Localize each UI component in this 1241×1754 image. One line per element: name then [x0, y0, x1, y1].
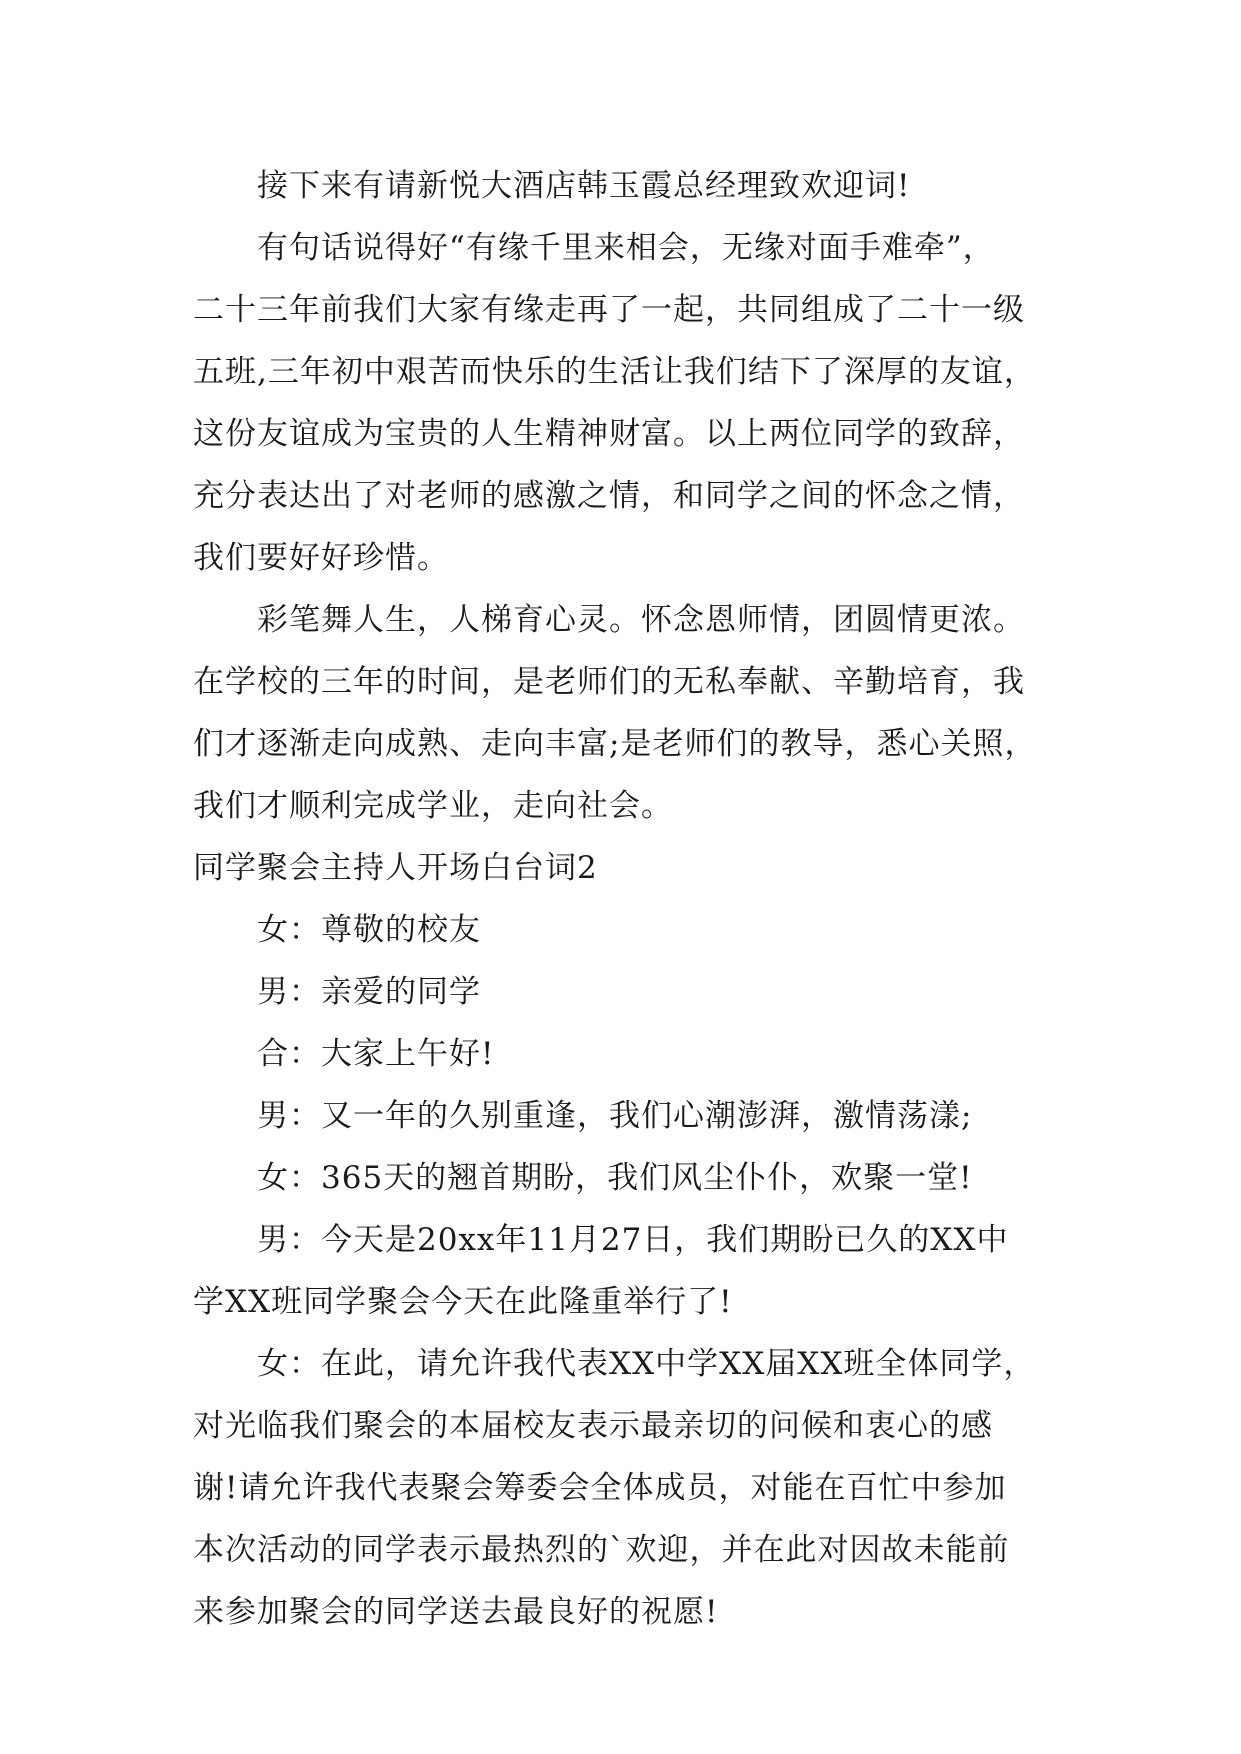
text-line: 五班,三年初中艰苦而快乐的生活让我们结下了深厚的友谊，	[193, 354, 1036, 390]
text-line: 女：在此，请允许我代表XX中学XX届XX班全体同学，	[257, 1346, 1036, 1382]
text-line: 男：亲爱的同学	[257, 974, 481, 1010]
text-line: 们才逐渐走向成熟、走向丰富;是老师们的教导，悉心关照，	[193, 726, 1037, 762]
text-line: 学XX班同学聚会今天在此隆重举行了!	[193, 1284, 733, 1320]
text-line: 有句话说得好“有缘千里来相会，无缘对面手难牵”，	[257, 230, 995, 266]
text-line: 我们才顺利完成学业，走向社会。	[193, 788, 673, 824]
text-line: 充分表达出了对老师的感激之情，和同学之间的怀念之情，	[193, 478, 1025, 514]
text-line: 我们要好好珍惜。	[193, 540, 449, 576]
text-line: 谢!请允许我代表聚会筹委会全体成员，对能在百忙中参加	[193, 1470, 1007, 1506]
text-line: 在学校的三年的时间，是老师们的无私奉献、辛勤培育，我	[193, 664, 1025, 700]
text-line: 这份友谊成为宝贵的人生精神财富。以上两位同学的致辞，	[193, 416, 1025, 452]
text-line: 对光临我们聚会的本届校友表示最亲切的问候和衷心的感	[193, 1408, 993, 1444]
text-line: 合：大家上午好!	[257, 1036, 495, 1072]
text-line: 彩笔舞人生，人梯育心灵。怀念恩师情，团圆情更浓。	[257, 602, 1025, 638]
text-line: 接下来有请新悦大酒店韩玉霞总经理致欢迎词!	[257, 168, 911, 204]
text-line: 二十三年前我们大家有缘走再了一起，共同组成了二十一级	[193, 292, 1025, 328]
text-line: 本次活动的同学表示最热烈的`欢迎，并在此对因故未能前	[193, 1532, 1010, 1568]
text-line: 男：今天是20xx年11月27日，我们期盼已久的XX中	[257, 1222, 1009, 1258]
text-line: 女：尊敬的校友	[257, 912, 481, 948]
document-page	[193, 155, 1073, 1643]
text-line: 女：365天的翘首期盼，我们风尘仆仆，欢聚一堂!	[257, 1160, 973, 1196]
text-line: 男：又一年的久别重逢，我们心潮澎湃，激情荡漾;	[257, 1098, 973, 1134]
text-line: 来参加聚会的同学送去最良好的祝愿!	[193, 1594, 719, 1630]
section-heading: 同学聚会主持人开场白台词2	[193, 850, 598, 886]
